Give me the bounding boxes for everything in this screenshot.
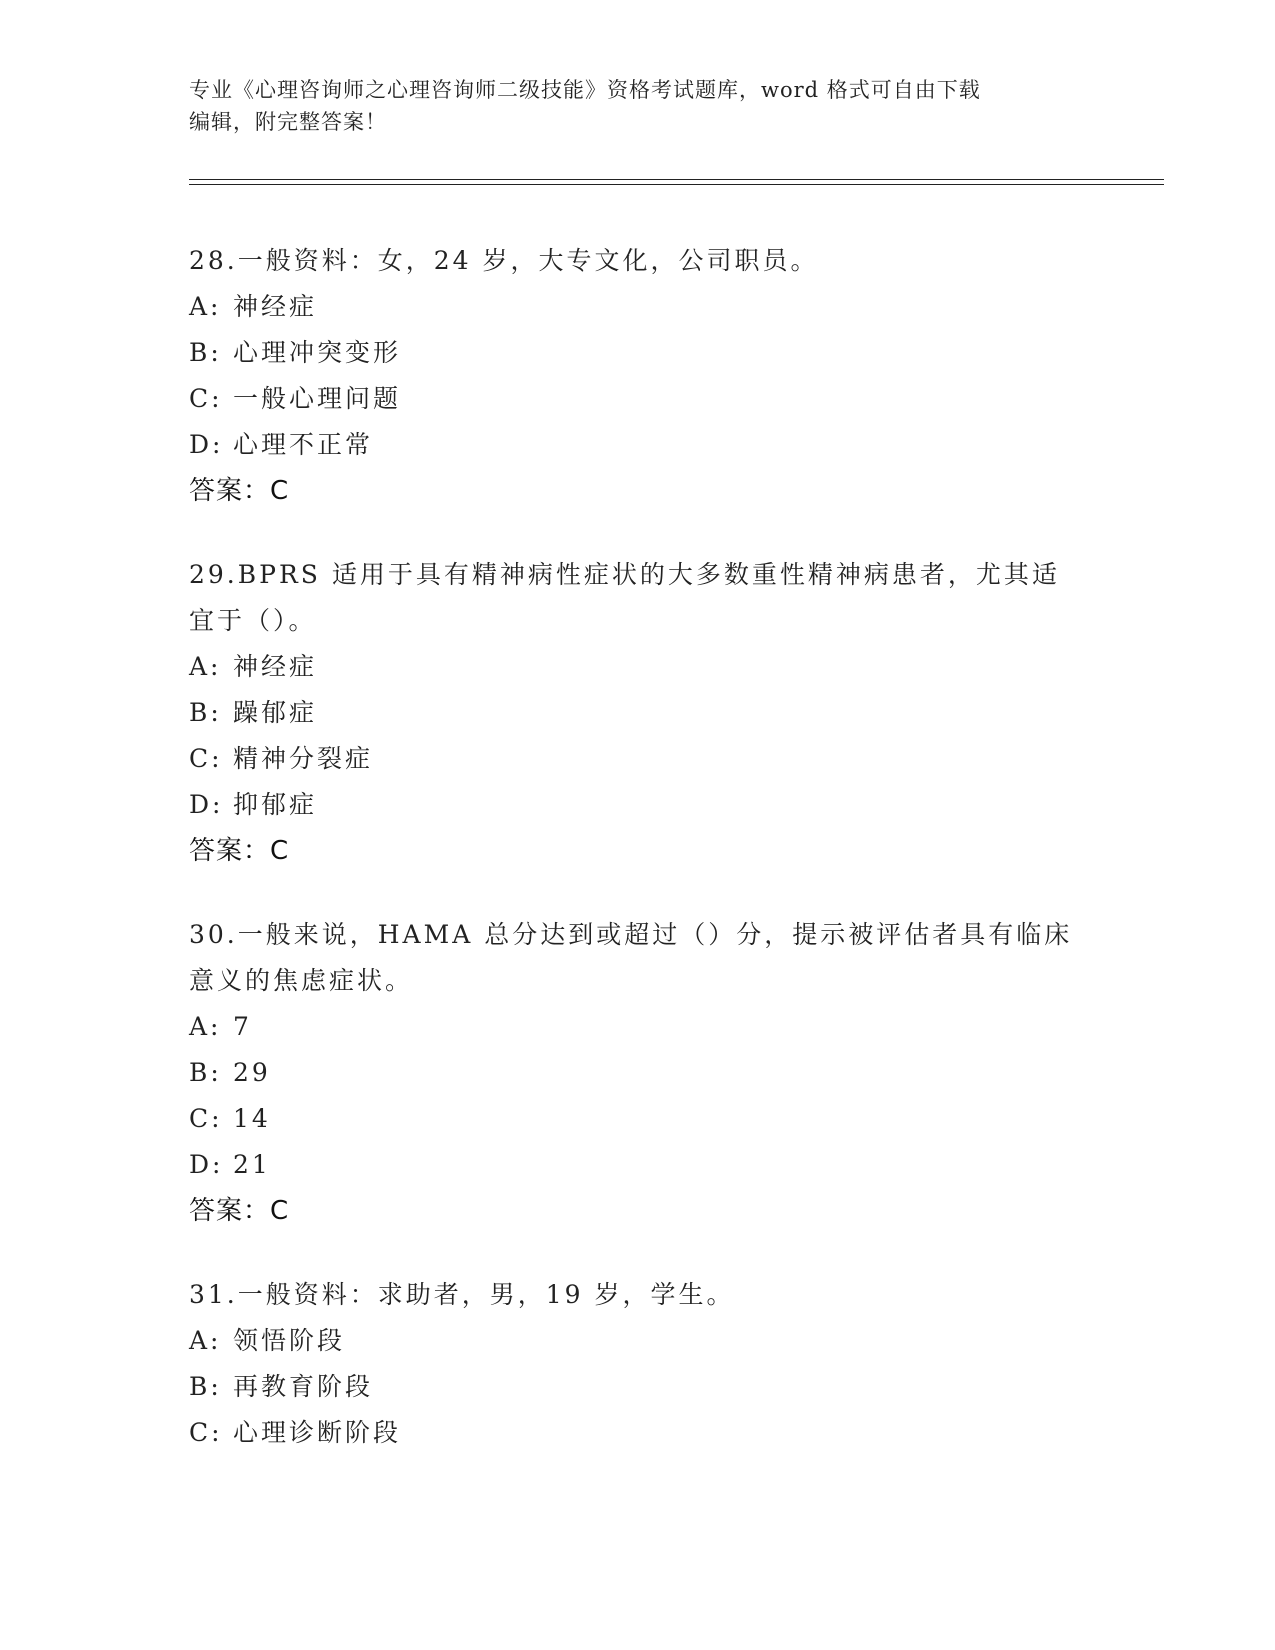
question-stem: 31.一般资料：求助者，男，19 岁，学生。 <box>189 1280 735 1309</box>
option-text: 7 <box>233 1012 252 1041</box>
option-text: 领悟阶段 <box>233 1326 346 1355</box>
option-text: 躁郁症 <box>233 698 318 727</box>
answer-line: 答案：C <box>189 476 290 506</box>
option-text: 精神分裂症 <box>233 744 374 773</box>
option-key: C: <box>189 1104 223 1133</box>
question-28 <box>189 238 1089 514</box>
option-text: 29 <box>233 1058 271 1087</box>
document-header <box>189 74 1089 138</box>
header-divider-bottom <box>189 184 1164 185</box>
question-29 <box>189 552 1089 874</box>
option-a <box>189 284 1089 330</box>
option-text: 14 <box>233 1104 271 1133</box>
option-key: B: <box>189 1372 222 1401</box>
option-key: D: <box>189 790 224 819</box>
option-text: 21 <box>233 1150 271 1179</box>
option-key: A: <box>189 652 222 681</box>
question-stem: 29.BPRS 适用于具有精神病性症状的大多数重性精神病患者，尤其适宜于（）。 <box>189 560 1060 635</box>
option-text: 心理诊断阶段 <box>233 1418 402 1447</box>
option-key: B: <box>189 1058 222 1087</box>
option-c <box>189 376 1089 422</box>
question-stem: 30.一般来说，HAMA 总分达到或超过（）分，提示被评估者具有临床意义的焦虑症状。 <box>189 920 1073 995</box>
option-key: C: <box>189 1418 223 1447</box>
option-text: 心理不正常 <box>233 430 374 459</box>
option-d <box>189 782 1089 828</box>
option-text: 心理冲突变形 <box>233 338 402 367</box>
option-key: A: <box>189 1012 222 1041</box>
option-key: A: <box>189 292 222 321</box>
option-c <box>189 736 1089 782</box>
option-d <box>189 422 1089 468</box>
option-key: B: <box>189 698 222 727</box>
option-key: A: <box>189 1326 222 1355</box>
option-c <box>189 1096 1089 1142</box>
option-b <box>189 1050 1089 1096</box>
question-31 <box>189 1272 1089 1456</box>
answer-line: 答案：C <box>189 1196 290 1226</box>
answer-line: 答案：C <box>189 836 290 866</box>
option-a <box>189 644 1089 690</box>
header-divider-top <box>189 179 1164 180</box>
option-d <box>189 1142 1089 1188</box>
option-c <box>189 1410 1089 1456</box>
option-a <box>189 1318 1089 1364</box>
header-line-2: 编辑，附完整答案！ <box>189 110 387 134</box>
option-key: C: <box>189 384 223 413</box>
option-key: D: <box>189 1150 224 1179</box>
question-stem: 28.一般资料：女，24 岁，大专文化，公司职员。 <box>189 246 819 275</box>
option-text: 再教育阶段 <box>233 1372 374 1401</box>
option-key: B: <box>189 338 222 367</box>
question-list <box>189 238 1089 1494</box>
option-b <box>189 1364 1089 1410</box>
option-b <box>189 330 1089 376</box>
header-line-1: 专业《心理咨询师之心理咨询师二级技能》资格考试题库，word 格式可自由下载 <box>189 78 981 102</box>
option-text: 一般心理问题 <box>233 384 402 413</box>
option-a <box>189 1004 1089 1050</box>
option-key: C: <box>189 744 223 773</box>
option-b <box>189 690 1089 736</box>
option-text: 神经症 <box>233 652 318 681</box>
question-30 <box>189 912 1089 1234</box>
option-key: D: <box>189 430 224 459</box>
option-text: 神经症 <box>233 292 318 321</box>
option-text: 抑郁症 <box>233 790 318 819</box>
